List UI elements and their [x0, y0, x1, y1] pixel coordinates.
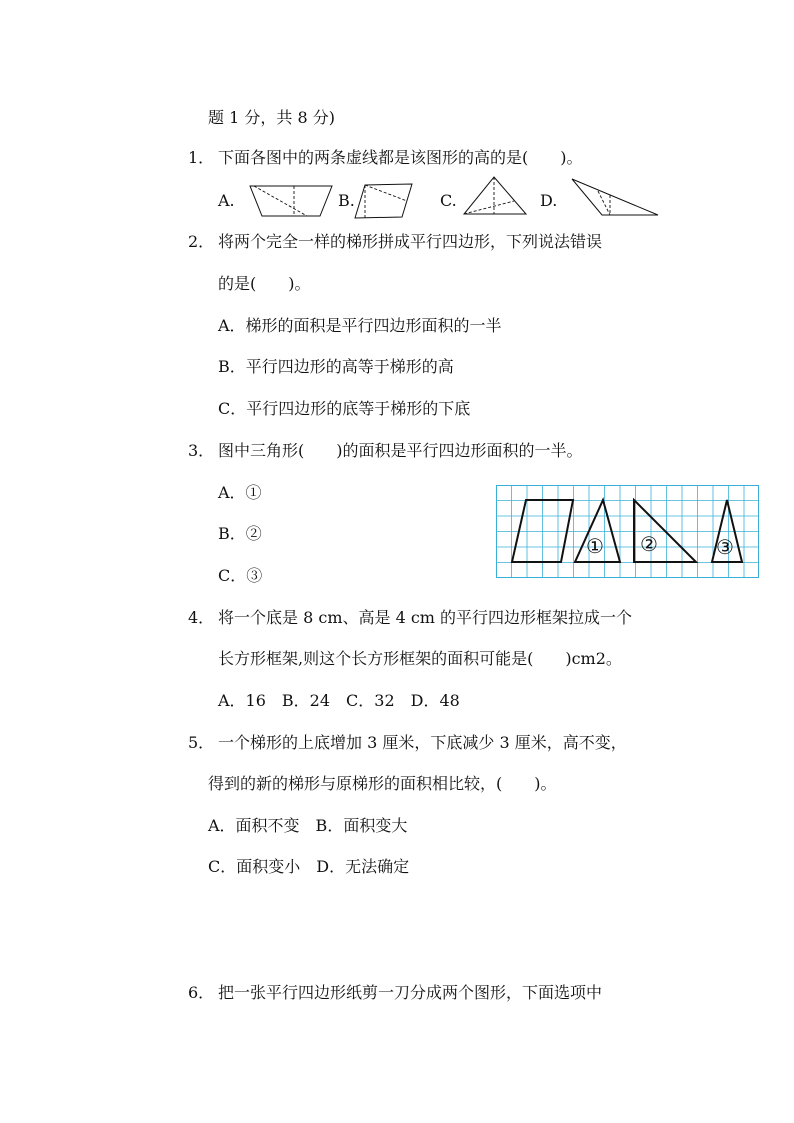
q1-option-b-label: B. — [338, 191, 355, 210]
q5-options-row2: C．面积变小 D．无法确定 — [208, 857, 410, 876]
q2-option-c: C．平行四边形的底等于梯形的下底 — [218, 399, 471, 418]
question-2-number: 2． — [188, 232, 215, 251]
question-5-number: 5． — [188, 733, 215, 752]
question-2-text-cont: 的是( )。 — [218, 274, 311, 293]
question-3-number: 3． — [188, 441, 215, 460]
q4-options: A．16 B．24 C．32 D．48 — [218, 691, 460, 710]
question-5-text-cont: 得到的新的梯形与原梯形的面积相比较，( )。 — [208, 774, 557, 793]
question-1-number: 1． — [188, 148, 215, 167]
question-6-number: 6． — [188, 983, 215, 1002]
question-3-text: 图中三角形( )的面积是平行四边形面积的一半。 — [218, 441, 583, 460]
question-4-number: 4． — [188, 608, 215, 627]
q1-option-a-label: A. — [218, 191, 235, 210]
q3-grid-figure — [496, 485, 760, 579]
q3-option-c: C．③ — [218, 566, 263, 585]
question-4-text-cont: 长方形框架,则这个长方形框架的面积可能是( )cm2。 — [218, 649, 622, 668]
section-header: 题 1 分，共 8 分) — [208, 108, 335, 127]
triangle-2-label: ② — [640, 532, 658, 556]
question-1-text: 下面各图中的两条虚线都是该图形的高的是( )。 — [218, 148, 583, 167]
q1-option-d-label: D. — [540, 191, 558, 210]
triangle-1-label: ① — [586, 534, 604, 558]
q1-option-c-label: C. — [440, 191, 457, 210]
q2-option-a: A．梯形的面积是平行四边形面积的一半 — [218, 316, 502, 335]
triangle-3-label: ③ — [716, 535, 734, 559]
q1-figure-c-triangle — [462, 175, 528, 217]
question-5-text: 一个梯形的上底增加 3 厘米，下底减少 3 厘米，高不变， — [218, 733, 627, 752]
question-4-text: 将一个底是 8 cm、高是 4 cm 的平行四边形框架拉成一个 — [218, 608, 633, 627]
q1-figure-d-triangle — [570, 177, 662, 219]
q1-figure-a-trapezoid — [248, 183, 334, 219]
question-6-text: 把一张平行四边形纸剪一刀分成两个图形，下面选项中 — [218, 983, 603, 1002]
q3-option-a: A．① — [218, 483, 262, 502]
q5-options-row1: A．面积不变 B．面积变大 — [208, 816, 408, 835]
q2-option-b: B．平行四边形的高等于梯形的高 — [218, 357, 454, 376]
question-2-text: 将两个完全一样的梯形拼成平行四边形，下列说法错误 — [218, 232, 603, 251]
q3-option-b: B．② — [218, 524, 262, 543]
q1-figure-b-parallelogram — [355, 181, 415, 221]
